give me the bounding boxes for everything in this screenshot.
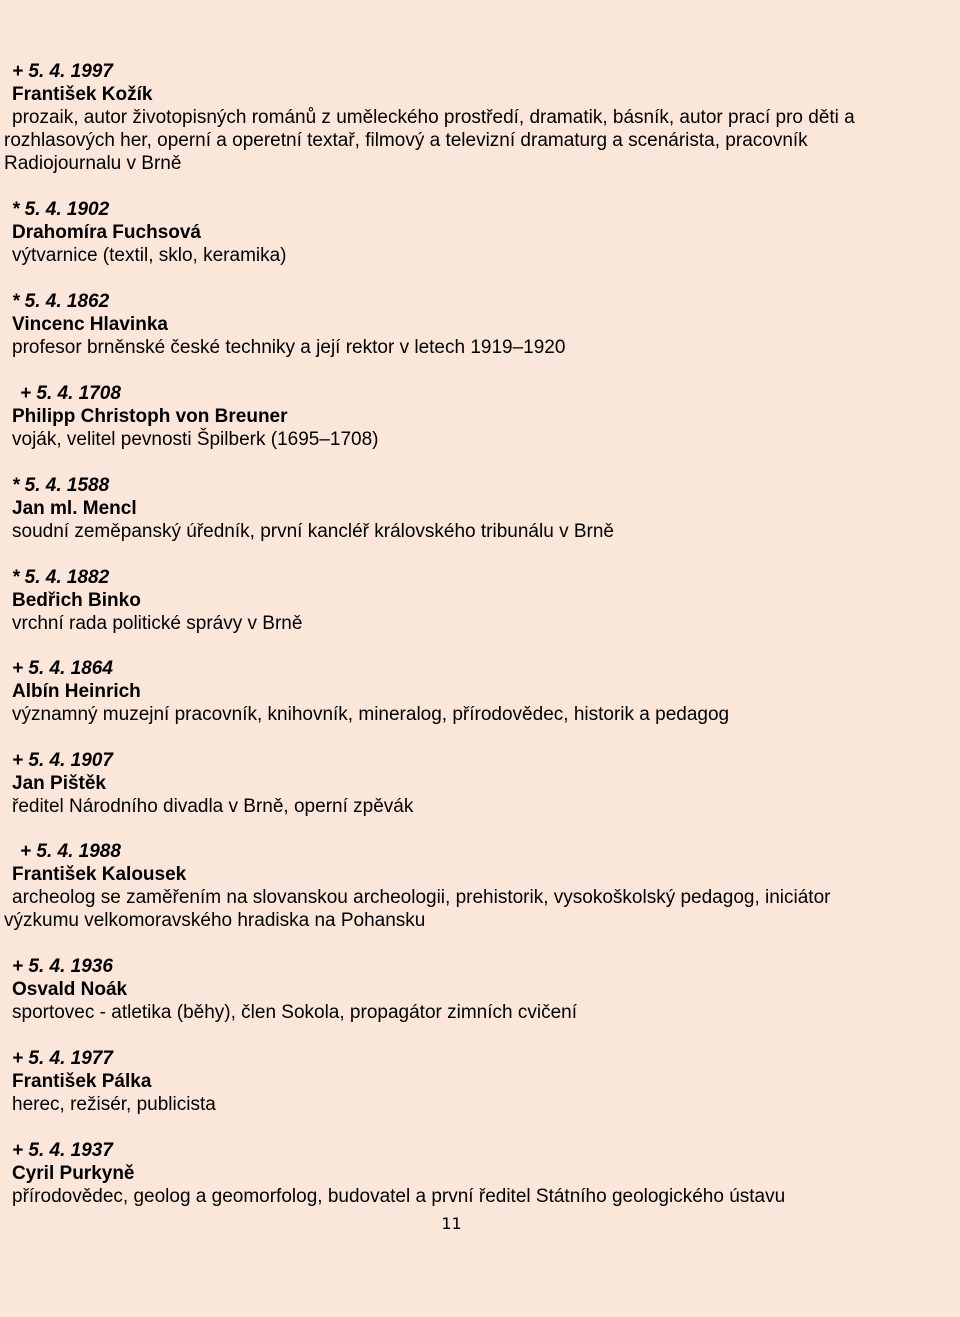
- person-name: Osvald Noák: [12, 979, 128, 1000]
- calendar-entry: [0, 955, 940, 1024]
- description-line: významný muzejní pracovník, knihovník, mineralog, přírodovědec, historik a pedagog: [12, 704, 730, 725]
- description-line: prozaik, autor životopisných románů z uměleckého prostředí, dramatik, básník, autor prací pro děti a: [12, 107, 855, 128]
- description-line: herec, režisér, publicista: [12, 1094, 216, 1115]
- entry-date: + 5. 4. 1907: [12, 750, 113, 771]
- description-line: výtvarnice (textil, sklo, keramika): [12, 245, 287, 266]
- description-line: profesor brněnské české techniky a její rektor v letech 1919–1920: [12, 337, 566, 358]
- entry-description: [0, 428, 940, 451]
- entry-description: [0, 520, 940, 543]
- description-line: vrchní rada politické správy v Brně: [12, 613, 303, 634]
- calendar-entry: [0, 382, 940, 451]
- person-name: Cyril Purkyně: [12, 1163, 135, 1184]
- person-name: František Kalousek: [12, 864, 187, 885]
- entry-description: [0, 106, 940, 175]
- page-number: 11: [441, 1214, 462, 1233]
- person-name: Albín Heinrich: [12, 681, 141, 702]
- calendar-entry: [0, 657, 940, 726]
- calendar-entry: [0, 474, 940, 543]
- entry-date: + 5. 4. 1977: [12, 1048, 113, 1069]
- description-line: Radiojournalu v Brně: [4, 153, 182, 174]
- entry-date: * 5. 4. 1902: [12, 199, 110, 220]
- person-name: Bedřich Binko: [12, 590, 141, 611]
- person-name: František Kožík: [12, 84, 153, 105]
- calendar-entry: [0, 840, 940, 932]
- entry-description: [0, 1185, 940, 1208]
- entry-date: + 5. 4. 1988: [20, 841, 121, 862]
- description-line: soudní zeměpanský úředník, první kancléř královského tribunálu v Brně: [12, 521, 614, 542]
- description-line: rozhlasových her, operní a operetní textař, filmový a televizní dramaturg a scenárista, pracovník: [4, 130, 808, 151]
- calendar-entry: [0, 566, 940, 635]
- calendar-entry: [0, 290, 940, 359]
- calendar-entry: [0, 1139, 940, 1208]
- entry-description: [0, 703, 940, 726]
- entry-description: [0, 336, 940, 359]
- entry-date: * 5. 4. 1862: [12, 291, 110, 312]
- entry-date: + 5. 4. 1864: [12, 658, 113, 679]
- entry-date: + 5. 4. 1936: [12, 956, 113, 977]
- description-line: archeolog se zaměřením na slovanskou archeologii, prehistorik, vysokoškolský pedagog, iniciátor: [12, 887, 831, 908]
- description-line: voják, velitel pevnosti Špilberk (1695–1708): [12, 429, 379, 450]
- person-name: Jan Pištěk: [12, 773, 106, 794]
- entry-description: [0, 1001, 940, 1024]
- entry-description: [0, 886, 940, 932]
- entry-description: [0, 1093, 940, 1116]
- calendar-entry: [0, 749, 940, 818]
- person-name: Vincenc Hlavinka: [12, 314, 168, 335]
- person-name: František Pálka: [12, 1071, 152, 1092]
- person-name: Drahomíra Fuchsová: [12, 222, 201, 243]
- description-line: přírodovědec, geolog a geomorfolog, budovatel a první ředitel Státního geologického ústavu: [12, 1186, 786, 1207]
- calendar-entry: [0, 1047, 940, 1116]
- person-name: Jan ml. Mencl: [12, 498, 137, 519]
- description-line: výzkumu velkomoravského hradiska na Pohansku: [4, 910, 426, 931]
- entry-description: [0, 612, 940, 635]
- calendar-entry: [0, 198, 940, 267]
- description-line: sportovec - atletika (běhy), člen Sokola, propagátor zimních cvičení: [12, 1002, 577, 1023]
- entry-date: + 5. 4. 1937: [12, 1140, 113, 1161]
- entry-date: + 5. 4. 1997: [12, 61, 113, 82]
- calendar-entry: [0, 60, 940, 175]
- entry-date: + 5. 4. 1708: [20, 383, 121, 404]
- entry-description: [0, 244, 940, 267]
- description-line: ředitel Národního divadla v Brně, operní zpěvák: [12, 796, 414, 817]
- entry-date: * 5. 4. 1588: [12, 475, 110, 496]
- person-name: Philipp Christoph von Breuner: [12, 406, 288, 427]
- entry-date: * 5. 4. 1882: [12, 567, 110, 588]
- entry-description: [0, 795, 940, 818]
